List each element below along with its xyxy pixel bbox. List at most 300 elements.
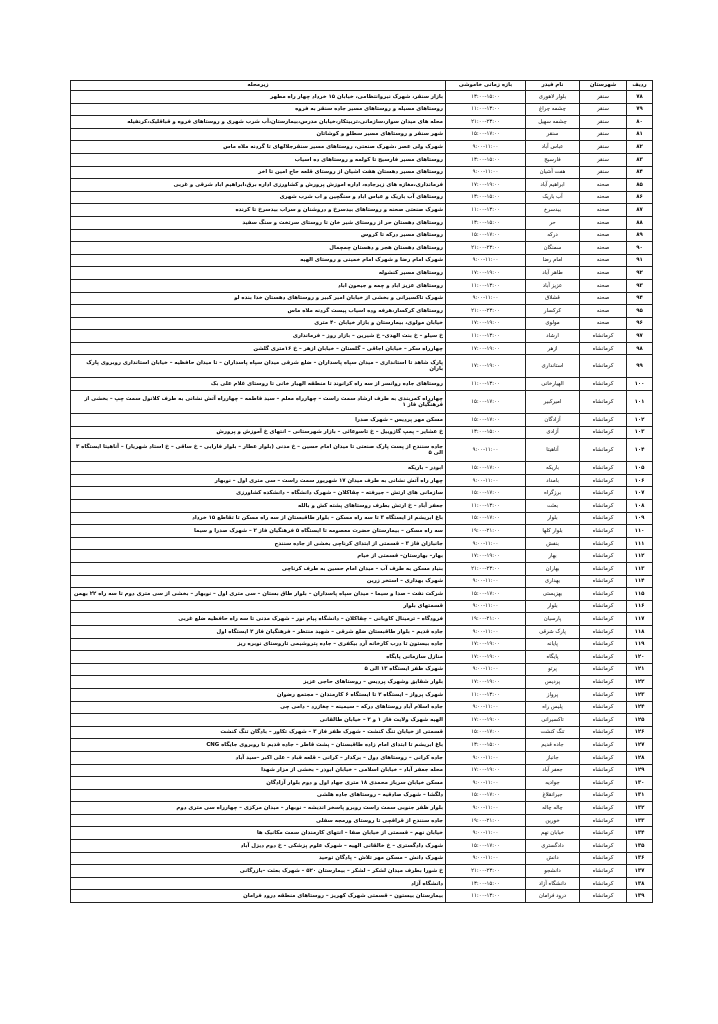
city-cell: صحنه (580, 267, 627, 280)
city-cell: کرمانشاه (580, 777, 627, 790)
feeder-cell: دادگستری (526, 840, 580, 853)
table-row (71, 802, 653, 815)
table-row (71, 550, 653, 563)
city-cell: کرمانشاه (580, 426, 627, 439)
outage-time-cell: ۱۳:۰۰-۱۵:۰۰ (446, 91, 526, 104)
outage-time-cell: ۱۵:۰۰-۱۷:۰۰ (446, 391, 526, 414)
table-row (71, 487, 653, 500)
table-row (71, 462, 653, 475)
outage-table (70, 80, 653, 903)
outage-time-cell: ۹:۰۰-۱۱:۰۰ (446, 439, 526, 462)
feeder-cell: پرتو (526, 663, 580, 676)
row-number-cell: ۹۶ (627, 317, 653, 330)
table-row (71, 292, 653, 305)
city-cell: کرمانشاه (580, 890, 627, 903)
area-cell: روستاهای آب باریک و عباس اباد و سنگچین و اب شرب شهری (71, 191, 446, 204)
row-number-cell: ۱۳۳ (627, 814, 653, 827)
table-row (71, 317, 653, 330)
city-cell: سنقر (580, 153, 627, 166)
city-cell: کرمانشاه (580, 588, 627, 601)
outage-time-cell: ۱۷:۰۰-۱۹:۰۰ (446, 355, 526, 378)
feeder-cell: بامداد (526, 474, 580, 487)
row-number-cell: ۱۱۵ (627, 588, 653, 601)
row-number-cell: ۸۴ (627, 166, 653, 179)
city-cell: صحنه (580, 204, 627, 217)
table-row (71, 814, 653, 827)
table-row (71, 279, 653, 292)
table-row (71, 613, 653, 626)
outage-time-cell: ۱۷:۰۰-۱۹:۰۰ (446, 714, 526, 727)
city-cell: کرمانشاه (580, 600, 627, 613)
feeder-cell: پارسیان (526, 613, 580, 626)
city-cell: کرمانشاه (580, 537, 627, 550)
area-cell: شهرک ولی عصر ،شهرک صنعتی، روستاهای مسیر سنقرجلالهای تا گردنه ملاه ماس (71, 141, 446, 154)
row-number-cell: ۱۲۰ (627, 651, 653, 664)
row-number-cell: ۸۶ (627, 191, 653, 204)
feeder-cell: دانشگاه آزاد (526, 877, 580, 890)
table-row (71, 426, 653, 439)
row-number-cell: ۱۱۱ (627, 537, 653, 550)
area-cell: قسمتی از خیابان تنگ کنشت – شهرک ظفر فاز ۳ – شهرک تکاور – بادگان تنگ کنشت (71, 726, 446, 739)
row-number-cell: ۱۰۹ (627, 512, 653, 525)
outage-time-cell: ۱۷:۰۰-۱۹:۰۰ (446, 267, 526, 280)
row-number-cell: ۱۰۲ (627, 414, 653, 427)
table-row (71, 355, 653, 378)
area-cell: چهارراه کمربندی به طرف ارشاد سمت راست – چهارراه معلم – سید فاطمه – چهارراه آتش نشانی به طرف کلانول سمت چپ – بخشی از فرهنگیان فاز ۱ (71, 391, 446, 414)
city-cell: کرمانشاه (580, 625, 627, 638)
feeder-cell: جوادیه (526, 777, 580, 790)
table-row (71, 229, 653, 242)
table-header-row (71, 81, 653, 91)
table-row (71, 128, 653, 141)
row-number-cell: ۱۱۷ (627, 613, 653, 626)
table-row (71, 537, 653, 550)
feeder-cell: چاله چاله (526, 802, 580, 815)
row-number-cell: ۱۲۱ (627, 663, 653, 676)
feeder-cell: کرکسار (526, 305, 580, 318)
city-cell: کرمانشاه (580, 500, 627, 513)
feeder-cell: آناهیتا (526, 439, 580, 462)
city-cell: کرمانشاه (580, 550, 627, 563)
area-cell: خ عشایر – پمپ گازوییل – خ تاسوعائی – بازار شهرستانی – انتهای خ آموزش و پرورش (71, 426, 446, 439)
feeder-cell: پایگاه (526, 651, 580, 664)
table-row (71, 525, 653, 538)
city-cell: سنقر (580, 116, 627, 129)
city-cell: سنقر (580, 141, 627, 154)
area-cell: دانشگاه آزاد (71, 877, 446, 890)
area-cell: روستاهای کرکسار،هرفه وده اسیاب پیست گردنه ملاه ماس (71, 305, 446, 318)
row-number-cell: ۱۳۹ (627, 890, 653, 903)
city-cell: سنقر (580, 128, 627, 141)
row-number-cell: ۷۸ (627, 91, 653, 104)
table-row (71, 575, 653, 588)
area-cell: بهار– بهارستان– قسمتی از خیام (71, 550, 446, 563)
feeder-cell: الهیارخانی (526, 378, 580, 391)
city-cell: صحنه (580, 305, 627, 318)
feeder-cell: بیدسرخ (526, 204, 580, 217)
feeder-cell: بلوار (526, 512, 580, 525)
area-cell: روستاهای دهستان هجر و دهستان چمچمال (71, 242, 446, 255)
outage-time-cell: ۹:۰۰-۱۱:۰۰ (446, 166, 526, 179)
outage-time-cell: ۲۱:۰۰-۲۳:۰۰ (446, 116, 526, 129)
area-cell: روستاهای جاده روانسر از سه راه کرانوند تا منطقه الهیار خانی تا روستای غلام علی بک (71, 378, 446, 391)
city-cell: کرمانشاه (580, 474, 627, 487)
row-number-cell: ۸۰ (627, 116, 653, 129)
outage-time-cell: ۱۳:۰۰-۱۵:۰۰ (446, 191, 526, 204)
table-row (71, 141, 653, 154)
outage-time-cell: ۱۵:۰۰-۱۷:۰۰ (446, 512, 526, 525)
feeder-cell: فارسیج (526, 153, 580, 166)
city-cell: کرمانشاه (580, 840, 627, 853)
table-row (71, 764, 653, 777)
feeder-cell: بنفش (526, 537, 580, 550)
table-row (71, 726, 653, 739)
row-number-cell: ۱۰۳ (627, 426, 653, 439)
city-cell: کرمانشاه (580, 865, 627, 878)
feeder-cell: بهاران (526, 563, 580, 576)
outage-time-cell: ۱۵:۰۰-۱۷:۰۰ (446, 726, 526, 739)
city-cell: کرمانشاه (580, 802, 627, 815)
area-cell: مسکن مهر پردیس – شهرک صدرا (71, 414, 446, 427)
area-cell: شرکت نفت – صدا و سیما – میدان سپاه پاسداران – بلوار طاق بستان – سی متری اول – نوبهار – بخشی از سی متری دوم تا سه راه ۲۲ بهمن (71, 588, 446, 601)
outage-time-cell: ۹:۰۰-۱۱:۰۰ (446, 141, 526, 154)
table-row (71, 378, 653, 391)
table-row (71, 827, 653, 840)
table-row (71, 267, 653, 280)
row-number-cell: ۱۳۱ (627, 789, 653, 802)
area-cell: چهارراه سکر – خیابان اجاقی – گلستان – خیابان ازهر – خ ۱۶متری گلشن (71, 342, 446, 355)
area-cell: شهرک صنعتی صحنه و روستاهای بیدسرخ و دروشنان و سراب بیدسرخ تا کرنده (71, 204, 446, 217)
row-number-cell: ۹۱ (627, 254, 653, 267)
table-row (71, 651, 653, 664)
row-number-cell: ۹۳ (627, 279, 653, 292)
city-cell: کرمانشاه (580, 651, 627, 664)
city-cell: کرمانشاه (580, 414, 627, 427)
area-cell: شهرک دادگستری – خ خالقانی الهیه – شهرک علوم پزشکی – خ دوم دیزل آباد (71, 840, 446, 853)
row-number-cell: ۱۲۹ (627, 764, 653, 777)
outage-time-cell: ۱۳:۰۰-۱۵:۰۰ (446, 216, 526, 229)
feeder-cell: بلوار (526, 600, 580, 613)
table-row (71, 512, 653, 525)
area-cell: روستاهای مسیله و روستاهای مسیر جاده سنقر به فروه (71, 103, 446, 116)
outage-time-cell: ۹:۰۰-۱۱:۰۰ (446, 474, 526, 487)
table-row (71, 116, 653, 129)
row-number-cell: ۱۱۶ (627, 600, 653, 613)
outage-time-cell: ۹:۰۰-۱۱:۰۰ (446, 802, 526, 815)
area-cell: جاده اسلام آباد روستاهای درکه – سیمینه – چغازرد – دامی چی (71, 701, 446, 714)
row-number-cell: ۹۰ (627, 242, 653, 255)
feeder-cell: باریکه (526, 462, 580, 475)
row-number-cell: ۱۰۵ (627, 462, 653, 475)
city-cell: کرمانشاه (580, 726, 627, 739)
row-number-cell: ۱۲۲ (627, 676, 653, 689)
city-cell: کرمانشاه (580, 391, 627, 414)
row-number-cell: ۱۰۸ (627, 500, 653, 513)
outage-time-cell: ۱۷:۰۰-۱۹:۰۰ (446, 764, 526, 777)
row-number-cell: ۸۷ (627, 204, 653, 217)
table-row (71, 676, 653, 689)
outage-time-cell: ۹:۰۰-۱۱:۰۰ (446, 600, 526, 613)
feeder-cell: آزادگان (526, 414, 580, 427)
table-row (71, 330, 653, 343)
row-number-cell: ۷۹ (627, 103, 653, 116)
feeder-cell: درود فرامان (526, 890, 580, 903)
row-number-cell: ۱۲۸ (627, 751, 653, 764)
table-row (71, 777, 653, 790)
city-cell: صحنه (580, 216, 627, 229)
row-number-cell: ۱۱۲ (627, 550, 653, 563)
outage-time-cell: ۱۵:۰۰-۱۷:۰۰ (446, 588, 526, 601)
outage-time-cell: ۱۳:۰۰-۱۵:۰۰ (446, 153, 526, 166)
area-cell: شهرک بهداری – استخر زرین (71, 575, 446, 588)
feeder-cell: قشلاق (526, 292, 580, 305)
city-cell: صحنه (580, 191, 627, 204)
area-cell: چهار راه آتش نشانی به طرف میدان ۱۷ شهریور سمت راست – سی متری اول – نوبهار (71, 474, 446, 487)
area-cell: شهرک تاکسیرانی و بخشی از خیابان امیر کبیر و روستاهای دهستان خدا بنده لو (71, 292, 446, 305)
header-row-number: ردیف (627, 81, 653, 91)
row-number-cell: ۱۲۵ (627, 714, 653, 727)
area-cell: روستاهای مسیر فارسیج تا کولمه و روستاهای ده اسیاب (71, 153, 446, 166)
outage-time-cell: ۲۱:۰۰-۲۳:۰۰ (446, 305, 526, 318)
area-cell: باغ ابریشم از ایستگاه ۳ تا سه راه مسکن – بلوار طاقبستان از سه راه مسکن تا تقاطع ۱۵ خرداد (71, 512, 446, 525)
feeder-cell: درکه (526, 229, 580, 242)
table-row (71, 877, 653, 890)
feeder-cell: پردیس (526, 676, 580, 689)
area-cell: شهرک پرواز – ایستگاه ۲ تا ایستگاه ۶ کارمندان – مجتمع رضوان (71, 688, 446, 701)
table-row (71, 191, 653, 204)
table-row (71, 890, 653, 903)
area-cell: بلوار ظفر جنوبی سمت راست روبرو پاسخر اندیشه – نوبهار – میدان مرکزی – چهارراه سی متری دوم (71, 802, 446, 815)
row-number-cell: ۱۲۴ (627, 701, 653, 714)
area-cell: بیمارستان بیستون – قسمتی شهرک کهریز – روستاهای منطقه درود فرامان (71, 890, 446, 903)
area-cell: جاده بیستون تا درب کارخانه آرد بیکفری – جاده پتروشیمی تاروستای نوبره ریز (71, 638, 446, 651)
city-cell: کرمانشاه (580, 638, 627, 651)
row-number-cell: ۱۲۳ (627, 688, 653, 701)
outage-time-cell: ۱۱:۰۰-۱۳:۰۰ (446, 378, 526, 391)
table-row (71, 439, 653, 462)
outage-time-cell: ۹:۰۰-۱۱:۰۰ (446, 537, 526, 550)
area-cell: روستاهای مسیر دهستان هفت اشیان از روستای قلعه حاج امین تا اخر (71, 166, 446, 179)
feeder-cell: هفت آشیان (526, 166, 580, 179)
city-cell: کرمانشاه (580, 355, 627, 378)
table-row (71, 751, 653, 764)
city-cell: صحنه (580, 279, 627, 292)
city-cell: کرمانشاه (580, 378, 627, 391)
outage-time-cell: ۹:۰۰-۱۱:۰۰ (446, 852, 526, 865)
table-row (71, 852, 653, 865)
feeder-cell: پارک شرقی (526, 625, 580, 638)
row-number-cell: ۱۱۸ (627, 625, 653, 638)
table-row (71, 600, 653, 613)
outage-time-cell: ۹:۰۰-۱۱:۰۰ (446, 254, 526, 267)
row-number-cell: ۱۱۴ (627, 575, 653, 588)
outage-time-cell: ۱۵:۰۰-۱۷:۰۰ (446, 840, 526, 853)
row-number-cell: ۱۳۴ (627, 827, 653, 840)
feeder-cell: چشمه چراغ (526, 103, 580, 116)
row-number-cell: ۸۵ (627, 179, 653, 192)
area-cell: جاده قدیم – بلوار طاقبستان ضلع شرقی – شهید منتظر – فرهنگیان فاز ۲ ایستگاه اول (71, 625, 446, 638)
outage-schedule-document (70, 80, 652, 903)
city-cell: سنقر (580, 91, 627, 104)
city-cell: کرمانشاه (580, 688, 627, 701)
city-cell: کرمانشاه (580, 575, 627, 588)
city-cell: کرمانشاه (580, 663, 627, 676)
feeder-cell: دانشجو (526, 865, 580, 878)
area-cell: سازمانی های ارتش – جیرفته – چقاکلان – شهرک دانشگاه – دانشکده کشاورزی (71, 487, 446, 500)
area-cell: پارک شاهد تا استانداری – میدان سپاه پاسداران – ضلع شرقی میدان سپاه پاسداران – تا میدان حافظیه – خیابان استانداری روبروی پارک باران (71, 355, 446, 378)
outage-time-cell: ۲۱:۰۰-۲۳:۰۰ (446, 242, 526, 255)
table-row (71, 701, 653, 714)
table-row (71, 242, 653, 255)
outage-time-cell: ۱۳:۰۰-۱۵:۰۰ (446, 426, 526, 439)
outage-time-cell: ۱۷:۰۰-۱۹:۰۰ (446, 317, 526, 330)
area-cell: منازل سازمانی پایگاه (71, 651, 446, 664)
city-cell: کرمانشاه (580, 789, 627, 802)
outage-time-cell: ۹:۰۰-۱۱:۰۰ (446, 575, 526, 588)
area-cell: روستاهای دهستان حر از روستای شیر خان تا روستای سرتخت و سنگ سفید (71, 216, 446, 229)
table-row (71, 865, 653, 878)
feeder-cell: دانش (526, 852, 580, 865)
area-cell: جعفر آباد – خ ارتش بطرف روستاهای پشته کش و بالله (71, 500, 446, 513)
table-row (71, 588, 653, 601)
area-cell: فرمانداری،مغازه های زیرجاده، اداره اموزش پرورش و کشاورزی اداره برق،ابراهیم اباد شرقی و غربی (71, 179, 446, 192)
city-cell: کرمانشاه (580, 877, 627, 890)
outage-time-cell: ۱۵:۰۰-۱۷:۰۰ (446, 487, 526, 500)
city-cell: کرمانشاه (580, 462, 627, 475)
feeder-cell: بلوار کلها (526, 525, 580, 538)
feeder-cell: تاکسیرانی (526, 714, 580, 727)
table-row (71, 688, 653, 701)
outage-time-cell: ۱۱:۰۰-۱۳:۰۰ (446, 330, 526, 343)
feeder-cell: بهداری (526, 575, 580, 588)
city-cell: کرمانشاه (580, 563, 627, 576)
outage-time-cell: ۹:۰۰-۱۱:۰۰ (446, 625, 526, 638)
city-cell: سنقر (580, 166, 627, 179)
row-number-cell: ۱۲۶ (627, 726, 653, 739)
row-number-cell: ۱۱۹ (627, 638, 653, 651)
table-row (71, 414, 653, 427)
area-cell: مسکن خیابان سرباز محمدی ۱۸ متری جهاد اول و دوم بلوار آزادگان (71, 777, 446, 790)
feeder-cell: بعثت (526, 500, 580, 513)
table-row (71, 305, 653, 318)
feeder-cell: آب باریک (526, 191, 580, 204)
area-cell: جاده سنندج از پست پارک صنعتی تا میدان امام حسین – خ مدنی (بلوار عطار – بلوار فارابی – خ ساقی – خ استاد شهریار) – آناهیتا ایستگاه ۳ الی ۵ (71, 439, 446, 462)
table-row (71, 638, 653, 651)
outage-time-cell: ۱۱:۰۰-۱۳:۰۰ (446, 279, 526, 292)
area-cell: شهرک امام رضا و شهرک امام خمینی و روستای الهیه (71, 254, 446, 267)
outage-time-cell: ۱۱:۰۰-۱۳:۰۰ (446, 890, 526, 903)
row-number-cell: ۹۸ (627, 342, 653, 355)
outage-time-cell: ۱۹:۰۰-۲۱:۰۰ (446, 814, 526, 827)
city-cell: کرمانشاه (580, 487, 627, 500)
outage-time-cell: ۱۹:۰۰-۲۱:۰۰ (446, 613, 526, 626)
feeder-cell: حر (526, 216, 580, 229)
table-row (71, 739, 653, 752)
area-cell: محله جعفر آباد – خیابان اسلامی – خیابان ابوذر – بخشی از مزار شهدا (71, 764, 446, 777)
city-cell: کرمانشاه (580, 525, 627, 538)
row-number-cell: ۱۰۶ (627, 474, 653, 487)
feeder-cell: خیابان نهم (526, 827, 580, 840)
area-cell: دلگشا – شهرک صادقیه – روستاهای جاده هلشی (71, 789, 446, 802)
table-row (71, 179, 653, 192)
row-number-cell: ۱۰۰ (627, 378, 653, 391)
feeder-cell: عباس آباد (526, 141, 580, 154)
feeder-cell: پلیس راه (526, 701, 580, 714)
row-number-cell: ۸۱ (627, 128, 653, 141)
city-cell: کرمانشاه (580, 701, 627, 714)
row-number-cell: ۹۴ (627, 292, 653, 305)
feeder-cell: جاده قدیم (526, 739, 580, 752)
outage-time-cell: ۱۵:۰۰-۱۷:۰۰ (446, 128, 526, 141)
table-row (71, 254, 653, 267)
outage-time-cell: ۱۳:۰۰-۱۵:۰۰ (446, 739, 526, 752)
row-number-cell: ۱۳۸ (627, 877, 653, 890)
feeder-cell: جانباز (526, 751, 580, 764)
feeder-cell: سمنگان (526, 242, 580, 255)
city-cell: صحنه (580, 317, 627, 330)
row-number-cell: ۹۲ (627, 267, 653, 280)
area-cell: الهیه شهرک ولایت فاز ۱ و ۲ – خیابان طالقانی (71, 714, 446, 727)
outage-time-cell: ۱۵:۰۰-۱۷:۰۰ (446, 789, 526, 802)
feeder-cell: ازهر (526, 342, 580, 355)
row-number-cell: ۹۷ (627, 330, 653, 343)
row-number-cell: ۱۳۲ (627, 802, 653, 815)
city-cell: کرمانشاه (580, 852, 627, 865)
header-city: شهرستان (580, 81, 627, 91)
feeder-cell: سنقر (526, 128, 580, 141)
outage-time-cell: ۱۵:۰۰-۱۷:۰۰ (446, 414, 526, 427)
outage-time-cell: ۱۷:۰۰-۱۹:۰۰ (446, 179, 526, 192)
row-number-cell: ۱۳۰ (627, 777, 653, 790)
city-cell: سنقر (580, 103, 627, 116)
outage-time-cell: ۱۱:۰۰-۱۳:۰۰ (446, 688, 526, 701)
outage-time-cell: ۹:۰۰-۱۱:۰۰ (446, 663, 526, 676)
outage-time-cell: ۲۱:۰۰-۲۳:۰۰ (446, 865, 526, 878)
city-cell: صحنه (580, 254, 627, 267)
feeder-cell: طاهر آباد (526, 267, 580, 280)
outage-time-cell: ۱۵:۰۰-۱۷:۰۰ (446, 462, 526, 475)
outage-time-cell: ۱۱:۰۰-۱۳:۰۰ (446, 500, 526, 513)
city-cell: صحنه (580, 292, 627, 305)
row-number-cell: ۹۵ (627, 305, 653, 318)
outage-time-cell: ۹:۰۰-۱۱:۰۰ (446, 701, 526, 714)
table-row (71, 789, 653, 802)
row-number-cell: ۸۸ (627, 216, 653, 229)
city-cell: کرمانشاه (580, 764, 627, 777)
area-cell: خیابان نهم – قسمتی از خیابان صفا – انتهای کارمندان سمت مکانیک ها (71, 827, 446, 840)
row-number-cell: ۱۲۷ (627, 739, 653, 752)
outage-time-cell: ۹:۰۰-۱۱:۰۰ (446, 751, 526, 764)
area-cell: خیابان مولوی، بیمارستان و بازار خیابان ۴۰ متری (71, 317, 446, 330)
feeder-cell: مولوی (526, 317, 580, 330)
area-cell: ابوذر – باریکه (71, 462, 446, 475)
city-cell: کرمانشاه (580, 342, 627, 355)
row-number-cell: ۸۳ (627, 153, 653, 166)
area-cell: سه راه مسکن – بیمارستان حضرت معصومه تا ایستگاه ۵ فرهنگیان فاز ۲ – شهرک صدرا و سیما (71, 525, 446, 538)
city-cell: صحنه (580, 242, 627, 255)
outage-time-cell: ۹:۰۰-۱۱:۰۰ (446, 777, 526, 790)
city-cell: کرمانشاه (580, 676, 627, 689)
city-cell: صحنه (580, 229, 627, 242)
feeder-cell: استانداری (526, 355, 580, 378)
area-cell: بنیاد مسکن به طرف آب – میدان امام حسین به طرف کرناچی (71, 563, 446, 576)
feeder-cell: پرواز (526, 688, 580, 701)
feeder-cell: بهزیستی (526, 588, 580, 601)
row-number-cell: ۱۳۵ (627, 840, 653, 853)
city-cell: صحنه (580, 179, 627, 192)
city-cell: کرمانشاه (580, 330, 627, 343)
table-row (71, 391, 653, 414)
